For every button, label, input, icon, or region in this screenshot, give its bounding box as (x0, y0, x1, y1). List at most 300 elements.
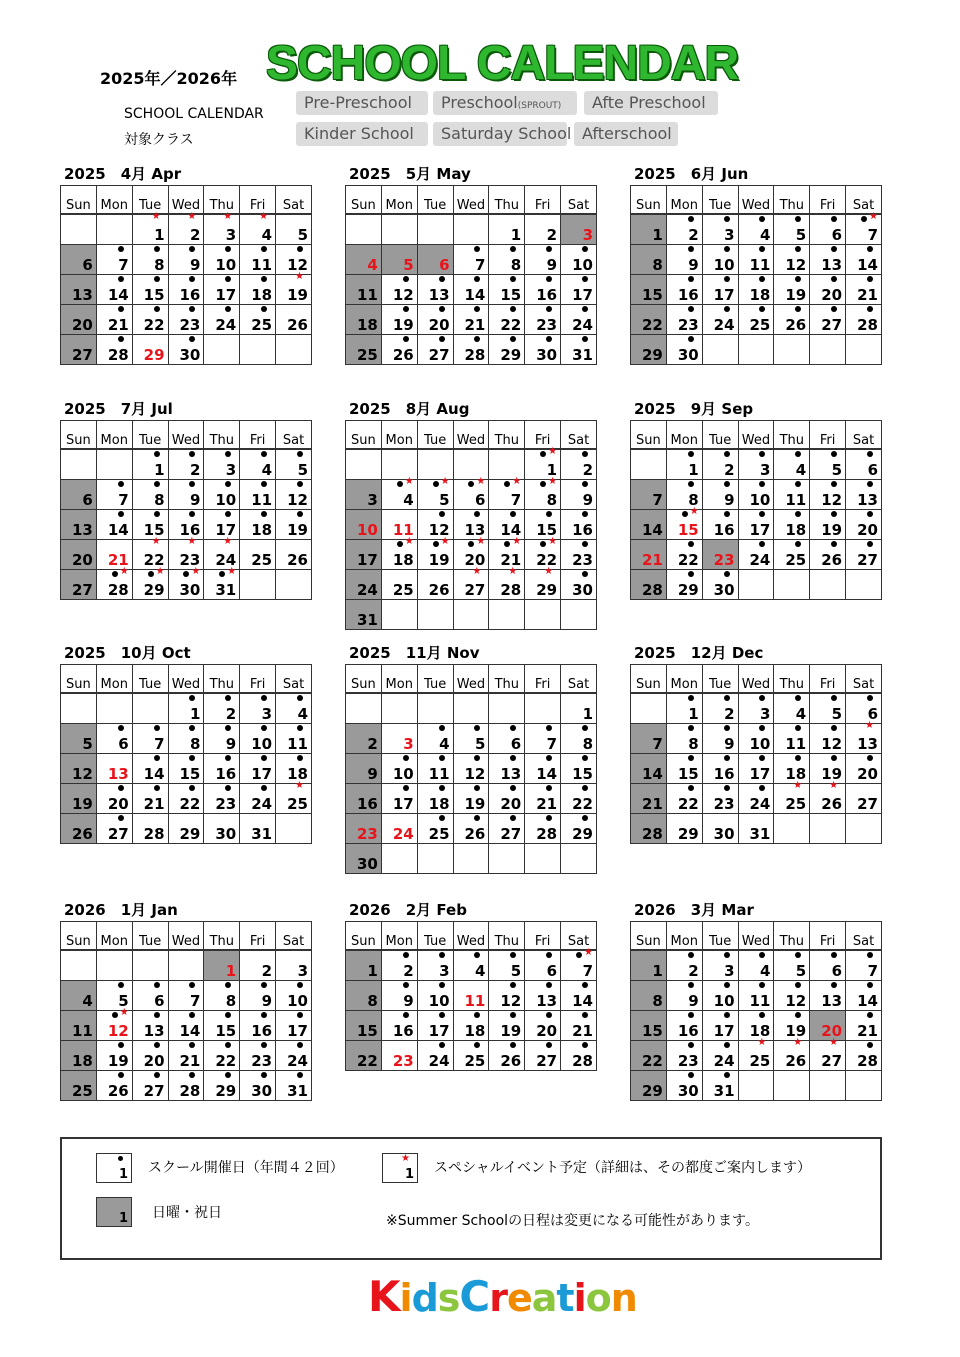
day-number: 1 (154, 461, 165, 479)
weekday-header: Sat (561, 421, 597, 450)
month-calendar (630, 163, 882, 365)
dot-icon (261, 755, 267, 761)
day-number: 5 (795, 226, 807, 244)
day-cell (631, 480, 667, 510)
day-number: 21 (641, 795, 663, 813)
day-cell (204, 305, 240, 335)
day-cell (631, 724, 667, 754)
day-cell (132, 981, 168, 1011)
day-number: 1 (688, 705, 699, 723)
weekday-header: Thu (774, 665, 810, 694)
day-cell (417, 600, 453, 630)
day-cell (381, 449, 417, 480)
day-number: 7 (652, 491, 663, 509)
day-cell (453, 305, 489, 335)
day-cell (346, 950, 382, 981)
day-cell (132, 510, 168, 540)
day-cell (96, 305, 132, 335)
day-number: 11 (428, 765, 450, 783)
day-cell (561, 305, 597, 335)
day-number: 7 (118, 491, 129, 509)
weekday-header: Fri (525, 421, 561, 450)
day-number: 3 (759, 461, 771, 479)
day-cell (561, 275, 597, 305)
day-number: 26 (785, 316, 807, 334)
weekday-header: Tue (417, 665, 453, 694)
star-icon: ★ (151, 536, 161, 547)
day-cell (774, 950, 810, 981)
day-cell (346, 449, 382, 480)
dot-icon (154, 755, 160, 761)
day-cell (453, 784, 489, 814)
dot-icon (261, 982, 267, 988)
day-cell (561, 510, 597, 540)
day-number: 17 (287, 1022, 308, 1040)
dot-icon (297, 1042, 303, 1048)
dot-icon (297, 451, 303, 457)
weekday-header: Fri (810, 665, 846, 694)
day-cell (525, 844, 561, 874)
day-number: 28 (641, 581, 663, 599)
day-number: 3 (225, 226, 237, 244)
day-number: 5 (403, 256, 414, 274)
star-icon: ★ (512, 476, 522, 487)
day-number: 18 (749, 286, 771, 304)
day-cell (453, 844, 489, 874)
day-number: 9 (546, 256, 558, 274)
day-number: 20 (107, 795, 129, 813)
weekday-header: Thu (204, 186, 240, 215)
day-cell (846, 784, 882, 814)
dot-icon (688, 982, 694, 988)
legend (60, 1137, 882, 1260)
dot-icon (189, 1042, 195, 1048)
dot-icon (474, 1042, 480, 1048)
day-cell (738, 305, 774, 335)
day-cell (738, 814, 774, 844)
day-cell (381, 981, 417, 1011)
day-cell (489, 305, 525, 335)
weekday-header: Sat (846, 421, 882, 450)
day-number: 27 (107, 825, 129, 843)
day-number: 6 (118, 735, 129, 753)
day-cell (168, 510, 204, 540)
dot-icon (688, 1042, 694, 1048)
dot-icon (546, 246, 552, 252)
day-number: 12 (500, 992, 522, 1010)
weekday-header: Wed (168, 922, 204, 951)
star-icon: ★ (440, 476, 450, 487)
day-number: 16 (215, 765, 237, 783)
day-number: 30 (536, 346, 558, 364)
day-number: 5 (297, 461, 308, 479)
day-cell (525, 693, 561, 724)
day-cell (525, 1041, 561, 1071)
weekday-header: Mon (96, 665, 132, 694)
day-cell (453, 1011, 489, 1041)
day-cell (204, 981, 240, 1011)
day-number: 7 (474, 256, 486, 274)
day-number: 26 (428, 581, 450, 599)
day-cell (381, 214, 417, 245)
weekday-header: Fri (810, 421, 846, 450)
day-number: 10 (749, 735, 771, 753)
dot-icon (795, 541, 801, 547)
day-cell (168, 566, 204, 600)
day-number: 17 (749, 521, 771, 539)
dot-icon (510, 276, 516, 282)
class-pill-pre-preschool: Pre-Preschool (296, 91, 428, 115)
star-icon: ★ (155, 566, 165, 577)
weekday-header: Tue (417, 186, 453, 215)
dot-icon (688, 785, 694, 791)
day-number: 11 (464, 992, 486, 1010)
day-cell (381, 305, 417, 335)
day-cell (631, 814, 667, 844)
day-number: 16 (251, 1022, 273, 1040)
day-number: 16 (572, 521, 593, 539)
day-number: 23 (251, 1052, 273, 1070)
day-number: 22 (356, 1052, 378, 1070)
day-cell (240, 449, 276, 480)
month-calendar (60, 398, 312, 600)
day-cell (810, 305, 846, 335)
day-cell (96, 449, 132, 480)
day-cell (489, 950, 525, 981)
day-cell (702, 1011, 738, 1041)
day-cell (132, 784, 168, 814)
month-title: 2025 12月 Dec (634, 644, 764, 662)
day-cell (702, 540, 738, 570)
day-cell (666, 784, 702, 814)
day-cell (204, 1071, 240, 1101)
weekday-header: Fri (240, 922, 276, 951)
day-number: 19 (392, 316, 414, 334)
day-cell (631, 214, 667, 245)
day-cell (204, 693, 240, 724)
weekday-header: Wed (738, 186, 774, 215)
day-cell (168, 305, 204, 335)
day-number: 6 (82, 256, 93, 274)
dot-icon (795, 755, 801, 761)
day-number: 21 (500, 551, 522, 569)
day-cell (204, 211, 240, 245)
day-number: 1 (582, 705, 593, 723)
day-cell (846, 981, 882, 1011)
dot-icon (189, 511, 195, 517)
dot-icon (582, 511, 588, 517)
weekday-header: Wed (453, 186, 489, 215)
day-cell (132, 566, 168, 600)
kids-creation-logo (368, 1272, 637, 1321)
dot-icon (759, 785, 765, 791)
day-cell (702, 214, 738, 245)
day-number: 8 (154, 491, 165, 509)
day-cell (846, 814, 882, 844)
day-cell (276, 570, 312, 600)
day-number: 15 (356, 1022, 378, 1040)
day-number: 5 (831, 461, 843, 479)
day-cell (702, 275, 738, 305)
dot-icon (759, 246, 765, 252)
day-number: 20 (821, 286, 843, 304)
day-number: 21 (536, 795, 558, 813)
day-number: 16 (713, 521, 735, 539)
dot-icon (759, 511, 765, 517)
class-pill-kinder: Kinder School (296, 122, 428, 146)
star-icon: ★ (151, 211, 161, 222)
dot-icon (867, 1012, 873, 1018)
day-number: 19 (821, 765, 843, 783)
day-number: 17 (392, 795, 414, 813)
day-cell (702, 784, 738, 814)
day-cell (381, 570, 417, 600)
day-number: 29 (677, 581, 699, 599)
day-cell (631, 784, 667, 814)
day-cell (738, 275, 774, 305)
star-icon: ★ (757, 1037, 767, 1048)
day-number: 3 (759, 705, 771, 723)
day-number: 12 (287, 491, 308, 509)
day-number: 7 (118, 256, 129, 274)
weekday-header: Tue (702, 186, 738, 215)
dot-icon (582, 815, 588, 821)
day-cell (204, 1041, 240, 1071)
day-number: 16 (392, 1022, 414, 1040)
dot-icon (225, 306, 231, 312)
legend-sample-number: 1 (118, 1167, 128, 1182)
star-icon: ★ (689, 506, 699, 517)
dot-icon (219, 571, 225, 577)
dot-icon (724, 982, 730, 988)
dot-icon (118, 1042, 124, 1048)
dot-icon (439, 982, 445, 988)
weekday-header: Tue (702, 922, 738, 951)
day-number: 2 (403, 962, 414, 980)
dot-icon (433, 541, 439, 547)
day-cell (774, 1071, 810, 1101)
day-number: 19 (500, 1022, 522, 1040)
day-cell (561, 1011, 597, 1041)
month-table (630, 664, 882, 844)
day-cell (702, 335, 738, 365)
day-cell (381, 1011, 417, 1041)
dot-icon (510, 982, 516, 988)
dot-icon (546, 306, 552, 312)
dot-icon (154, 982, 160, 988)
dot-icon (688, 1012, 694, 1018)
day-number: 7 (189, 992, 201, 1010)
day-cell (417, 1041, 453, 1071)
dot-icon (759, 216, 765, 222)
weekday-header: Thu (489, 186, 525, 215)
weekday-header: Sat (846, 665, 882, 694)
day-cell (525, 536, 561, 570)
day-cell (417, 305, 453, 335)
day-cell (489, 1041, 525, 1071)
dot-icon (397, 481, 403, 487)
day-cell (846, 211, 882, 245)
day-cell (132, 449, 168, 480)
weekday-header: Mon (666, 421, 702, 450)
day-cell (702, 950, 738, 981)
day-cell (276, 540, 312, 570)
dot-icon (688, 755, 694, 761)
day-cell (417, 510, 453, 540)
day-number: 1 (367, 962, 378, 980)
day-number: 19 (821, 521, 843, 539)
dot-icon (474, 511, 480, 517)
day-cell (96, 214, 132, 245)
day-number: 25 (749, 316, 771, 334)
day-cell (666, 506, 702, 540)
day-cell (738, 784, 774, 814)
day-number: 30 (356, 855, 378, 873)
day-number: 25 (392, 581, 414, 599)
dot-icon (474, 785, 480, 791)
day-number: 11 (356, 286, 378, 304)
month-calendar (345, 642, 597, 874)
day-cell (204, 566, 240, 600)
dot-icon (433, 481, 439, 487)
dot-icon (261, 1072, 267, 1078)
dot-icon (576, 952, 582, 958)
day-cell (417, 814, 453, 844)
day-cell (846, 570, 882, 600)
dot-icon (724, 1072, 730, 1078)
month-calendar (630, 899, 882, 1101)
day-cell (846, 1071, 882, 1101)
day-cell (417, 275, 453, 305)
month-table (60, 921, 312, 1101)
day-cell (666, 1071, 702, 1101)
dot-icon (510, 306, 516, 312)
day-cell (453, 510, 489, 540)
day-cell (276, 981, 312, 1011)
day-number: 13 (71, 521, 93, 539)
dot-icon (724, 306, 730, 312)
day-number: 8 (367, 992, 378, 1010)
day-cell (846, 754, 882, 784)
dot-icon (118, 246, 124, 252)
day-cell (453, 449, 489, 480)
dot-icon (546, 725, 552, 731)
day-cell (666, 335, 702, 365)
day-number: 15 (641, 1022, 663, 1040)
weekday-header: Fri (810, 922, 846, 951)
day-cell (489, 724, 525, 754)
day-number: 14 (641, 765, 663, 783)
day-cell (276, 780, 312, 814)
day-cell (810, 275, 846, 305)
dot-icon (688, 246, 694, 252)
day-cell (240, 1071, 276, 1101)
day-number: 2 (225, 705, 237, 723)
dot-icon (688, 695, 694, 701)
dot-icon (510, 246, 516, 252)
day-cell (666, 275, 702, 305)
dot-icon (439, 306, 445, 312)
logo-letter: n (610, 1276, 637, 1320)
star-icon: ★ (191, 566, 201, 577)
day-cell (168, 480, 204, 510)
day-cell (61, 305, 97, 335)
day-cell (96, 950, 132, 981)
weekday-header: Mon (381, 186, 417, 215)
day-cell (204, 1011, 240, 1041)
weekday-header: Sat (276, 922, 312, 951)
day-number: 6 (867, 461, 878, 479)
dot-icon (582, 481, 588, 487)
day-number: 24 (287, 1052, 308, 1070)
day-number: 25 (785, 551, 807, 569)
day-cell (489, 566, 525, 600)
dot-icon (510, 511, 516, 517)
dot-icon (474, 755, 480, 761)
day-cell (774, 335, 810, 365)
day-number: 10 (215, 491, 237, 509)
day-cell (666, 981, 702, 1011)
day-number: 13 (500, 765, 522, 783)
day-number: 28 (107, 581, 129, 599)
day-cell (666, 480, 702, 510)
dot-icon (297, 695, 303, 701)
month-table (60, 664, 312, 844)
dot-icon (759, 451, 765, 457)
month-calendar (630, 642, 882, 844)
day-cell (774, 981, 810, 1011)
day-number: 24 (749, 795, 771, 813)
day-cell (168, 275, 204, 305)
dot-icon (759, 695, 765, 701)
day-number: 13 (821, 992, 843, 1010)
day-cell (204, 724, 240, 754)
dot-icon (867, 755, 873, 761)
dot-icon (189, 276, 195, 282)
dot-icon (688, 952, 694, 958)
day-cell (738, 981, 774, 1011)
day-number: 25 (464, 1052, 486, 1070)
day-number: 23 (392, 1052, 414, 1070)
day-cell (774, 305, 810, 335)
day-cell (346, 754, 382, 784)
day-number: 26 (785, 1052, 807, 1070)
day-cell (846, 335, 882, 365)
day-cell (96, 566, 132, 600)
dot-icon (795, 481, 801, 487)
day-number: 27 (536, 1052, 558, 1070)
day-cell (381, 950, 417, 981)
weekday-header: Fri (810, 186, 846, 215)
day-number: 10 (713, 256, 735, 274)
day-cell (96, 754, 132, 784)
dot-icon (297, 511, 303, 517)
dot-icon (474, 815, 480, 821)
day-cell (96, 814, 132, 844)
day-number: 11 (785, 491, 807, 509)
day-cell (346, 784, 382, 814)
day-cell (240, 510, 276, 540)
weekday-header: Fri (525, 665, 561, 694)
day-number: 14 (857, 256, 878, 274)
day-number: 6 (831, 226, 843, 244)
weekday-header: Thu (774, 421, 810, 450)
star-icon: ★ (223, 536, 233, 547)
dot-icon (867, 481, 873, 487)
legend-school-day: スクール開催日（年間４２回） (148, 1160, 344, 1176)
day-number: 31 (572, 346, 593, 364)
dot-icon (118, 725, 124, 731)
